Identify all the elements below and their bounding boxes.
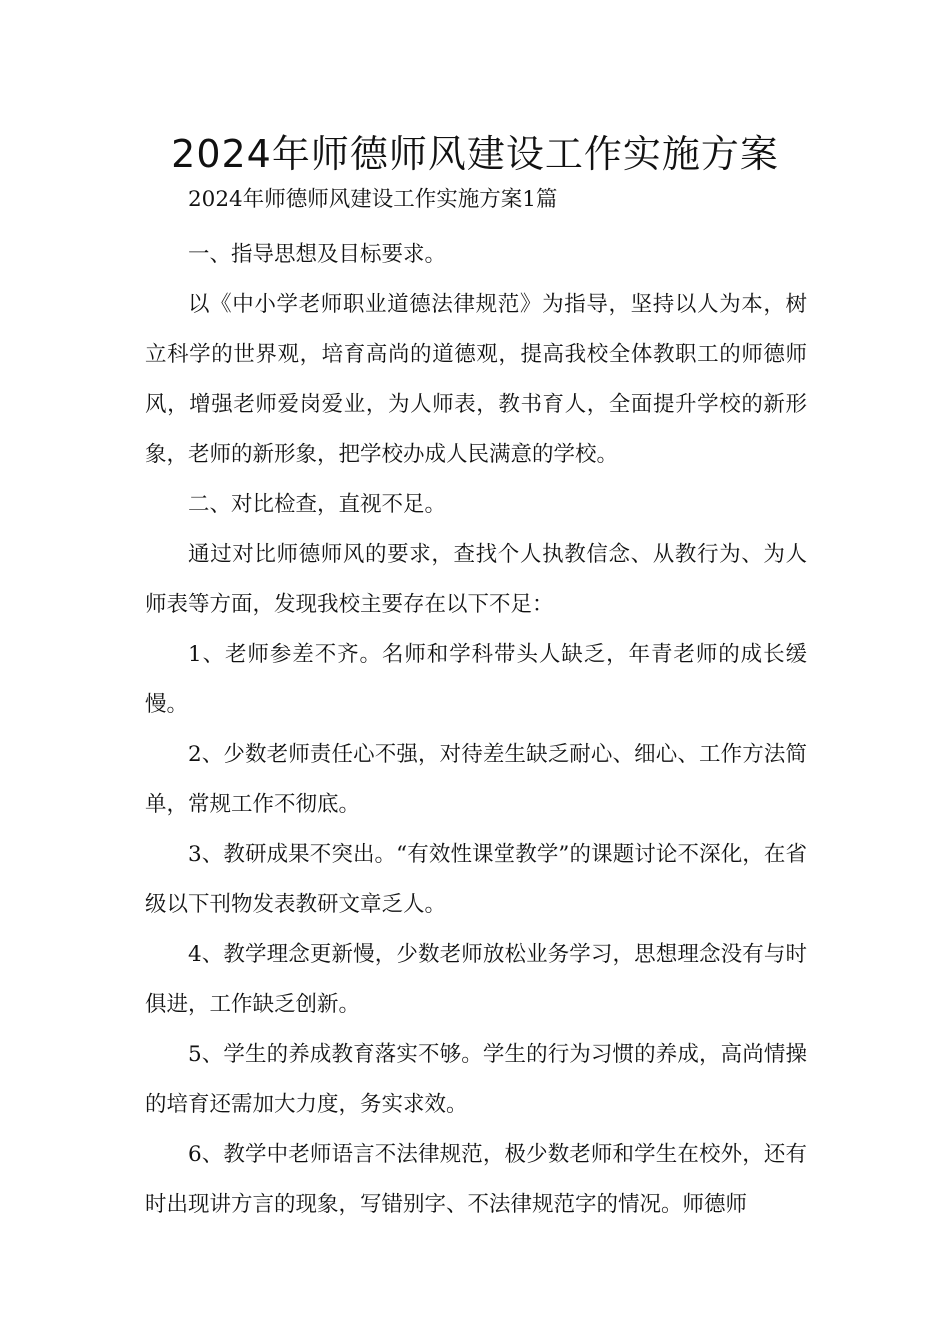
paragraph: 以《中小学老师职业道德法律规范》为指导，坚持以人为本，树立科学的世界观，培育高尚的道德观，提高我校全体教职工的师德师风，增强老师爱岗爱业，为人师表，教书育人，全面提升学校的新形象，老师的新形象，把学校办成人民满意的学校。 xyxy=(145,292,807,467)
document-subtitle: 2024年师德师风建设工作实施方案1篇 xyxy=(188,187,558,212)
section-heading-2: 二、对比检查，直视不足。 xyxy=(188,492,447,517)
list-item: 3、教研成果不突出。“有效性课堂教学”的课题讨论不深化，在省级以下刊物发表教研文章乏人。 xyxy=(145,842,807,917)
list-item: 1、老师参差不齐。名师和学科带头人缺乏，年青老师的成长缓慢。 xyxy=(145,642,807,717)
list-item: 6、教学中老师语言不法律规范，极少数老师和学生在校外，还有时出现讲方言的现象，写错别字、不法律规范字的情况。师德师 xyxy=(145,1142,807,1217)
document-title: 2024年师德师风建设工作实施方案 xyxy=(171,132,779,176)
list-item: 5、学生的养成教育落实不够。学生的行为习惯的养成，高尚情操的培育还需加大力度，务实求效。 xyxy=(145,1042,807,1117)
list-item: 4、教学理念更新慢，少数老师放松业务学习，思想理念没有与时俱进，工作缺乏创新。 xyxy=(145,942,807,1017)
section-heading-1: 一、指导思想及目标要求。 xyxy=(188,242,447,267)
paragraph: 通过对比师德师风的要求，查找个人执教信念、从教行为、为人师表等方面，发现我校主要存在以下不足： xyxy=(145,542,807,617)
document-body xyxy=(145,180,807,1230)
list-item: 2、少数老师责任心不强，对待差生缺乏耐心、细心、工作方法简单，常规工作不彻底。 xyxy=(145,742,807,817)
